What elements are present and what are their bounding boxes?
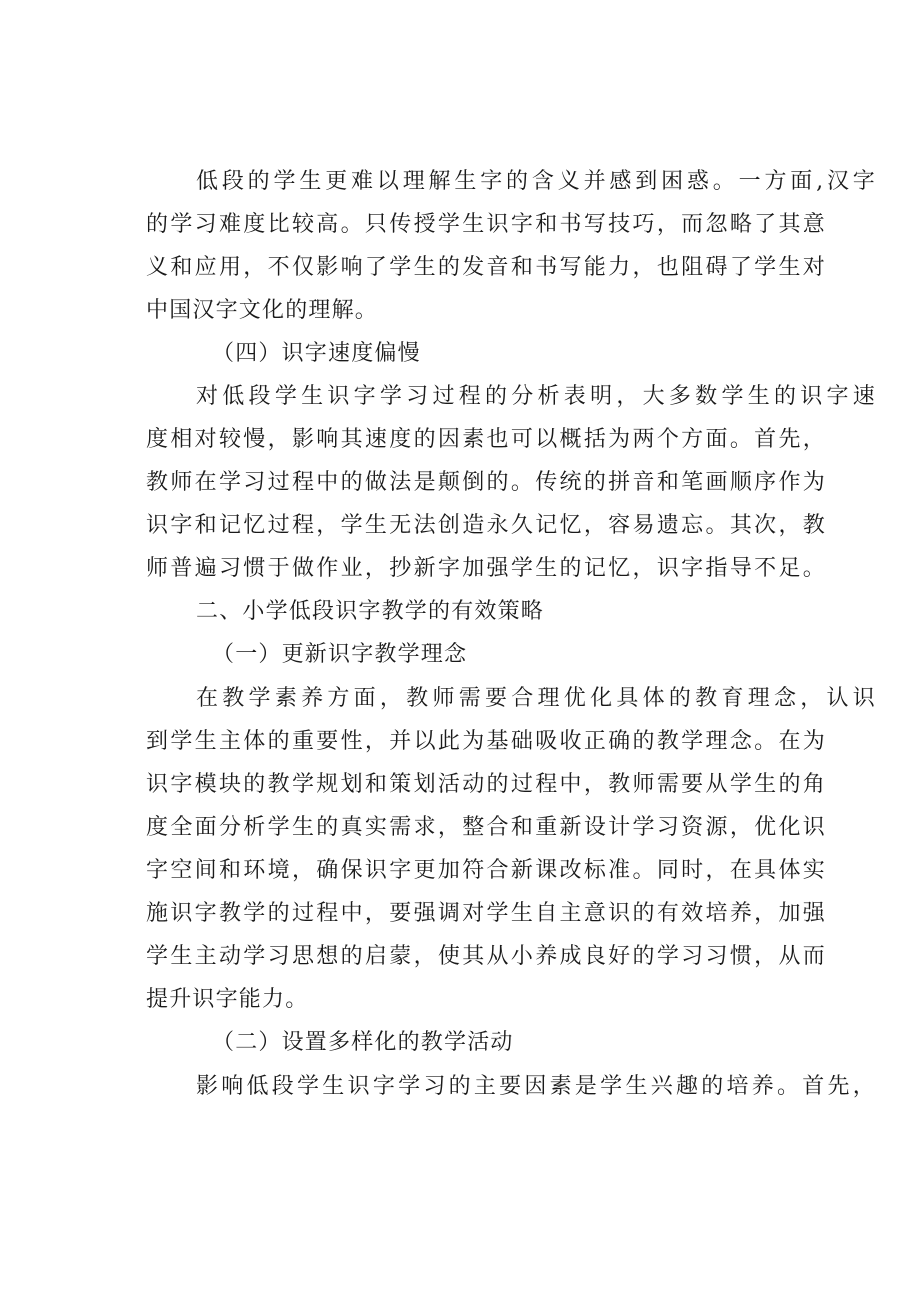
paragraph-line: 影响低段学生识字学习的主要因素是学生兴趣的培养。首先， (196, 1074, 876, 1099)
paragraph-line: 度相对较慢，影响其速度的因素也可以概括为两个方面。首先， (146, 427, 826, 452)
paragraph-line: 的学习难度比较高。只传授学生识字和书写技巧，而忽略了其意 (146, 212, 826, 237)
paragraph-line: 提升识字能力。 (146, 987, 309, 1012)
paragraph-line: 义和应用，不仅影响了学生的发音和书写能力，也阻碍了学生对 (146, 255, 826, 280)
section-heading: （一）更新识字教学理念 (212, 642, 468, 667)
paragraph-line: 到学生主体的重要性，并以此为基础吸收正确的教学理念。在为 (146, 729, 826, 754)
section-heading: （四）识字速度偏慢 (212, 341, 421, 366)
paragraph-line: 低段的学生更难以理解生字的含义并感到困惑。一方面,汉字 (196, 169, 876, 194)
section-heading: （二）设置多样化的教学活动 (212, 1030, 514, 1055)
paragraph-line: 师普遍习惯于做作业，抄新字加强学生的记忆，识字指导不足。 (146, 556, 826, 581)
paragraph-line: 学生主动学习思想的启蒙，使其从小养成良好的学习习惯，从而 (146, 944, 826, 969)
paragraph-line: 教师在学习过程中的做法是颠倒的。传统的拼音和笔画顺序作为 (146, 470, 826, 495)
paragraph-line: 对低段学生识字学习过程的分析表明，大多数学生的识字速 (196, 384, 876, 409)
paragraph-line: 在教学素养方面，教师需要合理优化具体的教育理念，认识 (196, 686, 876, 711)
paragraph-line: 字空间和环境，确保识字更加符合新课改标准。同时，在具体实 (146, 858, 826, 883)
paragraph-line: 度全面分析学生的真实需求，整合和重新设计学习资源，优化识 (146, 815, 826, 840)
paragraph-line: 识字模块的教学规划和策划活动的过程中，教师需要从学生的角 (146, 772, 826, 797)
chapter-heading: 二、小学低段识字教学的有效策略 (196, 599, 545, 624)
paragraph-line: 识字和记忆过程，学生无法创造永久记忆，容易遗忘。其次，教 (146, 513, 826, 538)
paragraph-line: 施识字教学的过程中，要强调对学生自主意识的有效培养，加强 (146, 901, 826, 926)
paragraph-line: 中国汉字文化的理解。 (146, 298, 379, 323)
